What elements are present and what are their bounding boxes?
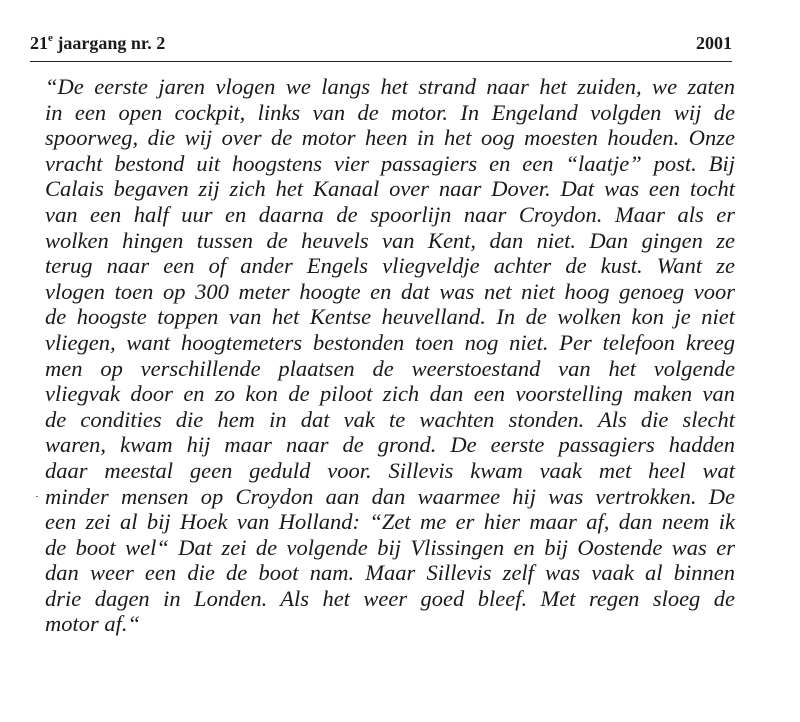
paragraph-line: vliegvak door en zo kon de piloot zich dan een voorstelling maken van — [45, 381, 735, 407]
paragraph-line: een zei al bij Hoek van Holland: “Zet me er hier maar af, dan neem ik — [45, 509, 735, 535]
paragraph-line: de boot wel“ Dat zei de volgende bij Vlissingen en bij Oostende was er — [45, 534, 735, 560]
year-label: 2001 — [696, 33, 732, 53]
paragraph-line: drie dagen in Londen. Als het weer goed bleef. Met regen sloeg de — [45, 585, 735, 611]
paragraph-line: men op verschillende plaatsen de weerstoestand van het volgende — [45, 355, 735, 381]
paragraph-line: vracht bestond uit hoogstens vier passagiers en een “laatje” post. Bij — [45, 150, 735, 176]
paragraph-line: in een open cockpit, links van de motor. In Engeland volgden wij de — [45, 99, 735, 125]
paragraph-line: vliegen, want hoogtemeters bestonden toen nog niet. Per telefoon kreeg — [45, 329, 735, 355]
header-divider — [30, 61, 732, 62]
issue-text: jaargang nr. 2 — [52, 33, 166, 53]
paragraph-line: de hoogste toppen van het Kentse heuvelland. In de wolken kon je niet — [45, 304, 735, 330]
paragraph-last-line: motor af.“ — [45, 611, 141, 637]
quote-paragraph — [45, 74, 735, 637]
issue-ordinal-superscript: e — [48, 32, 53, 44]
paragraph-line: de condities die hem in dat vak te wachten stonden. Als die slecht — [45, 406, 735, 432]
paragraph-line: van een half uur en daarna de spoorlijn naar Croydon. Maar als er — [45, 201, 735, 227]
paragraph-line: minder mensen op Croydon aan dan waarmee hij was vertrokken. De — [45, 483, 735, 509]
paragraph-line: “De eerste jaren vlogen we langs het strand naar het zuiden, we zaten — [45, 74, 735, 99]
paragraph-line: vlogen toen op 300 meter hoogte en dat was net niet hoog genoeg voor — [45, 278, 735, 304]
scan-speck — [36, 496, 38, 497]
running-header — [30, 33, 732, 57]
paragraph-line: terug naar een of ander Engels vliegveldje achter de kust. Want ze — [45, 253, 735, 279]
paragraph-line: daar meestal geen geduld voor. Sillevis kwam vaak met heel wat — [45, 457, 735, 483]
paragraph-line: waren, kwam hij maar naar de grond. De eerste passagiers hadden — [45, 432, 735, 458]
issue-number: 21 — [30, 33, 48, 53]
paragraph-line: wolken hingen tussen de heuvels van Kent, dan niet. Dan gingen ze — [45, 227, 735, 253]
paragraph-line: dan weer een die de boot nam. Maar Sillevis zelf was vaak al binnen — [45, 560, 735, 586]
issue-label — [30, 33, 165, 54]
paragraph-line: spoorweg, die wij over de motor heen in het oog moesten houden. Onze — [45, 125, 735, 151]
paragraph-line: Calais begaven zij zich het Kanaal over naar Dover. Dat was een tocht — [45, 176, 735, 202]
